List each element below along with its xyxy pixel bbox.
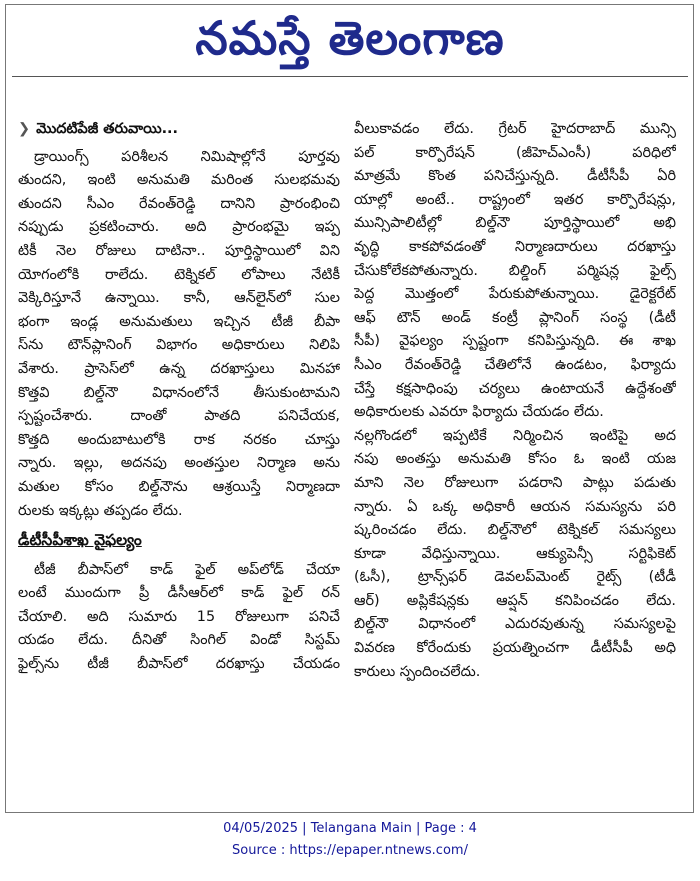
text-line: యోగంలోకి రాలేదు. టెక్నికల్ లోపాలు నేటికీ [18, 266, 340, 283]
text-line: పెద్ద మొత్తంలో పేరుకుపోతున్నాయి. డైరెక్టరేట్ [354, 286, 676, 303]
chevron-right-icon: ❯ [18, 121, 31, 137]
text-line: నప్పుడు ప్రకటించారు. అది ప్రారంభమై ఇప్ప [18, 219, 340, 236]
text-line: వివరణ కోరేందుకు ప్రయత్నించగా డీటీసీపీ అధి [354, 640, 676, 657]
text-line: కొత్తది అందుబాటులోకి రాక నరకం చూస్తు [18, 431, 340, 448]
right-column [354, 118, 676, 684]
text-line: స్‌ను టౌన్‌ప్లానింగ్ విభాగం అధికారులు నిలిపి [18, 337, 340, 354]
text-line: మాత్రమే కొంత పనిచేస్తున్నది. డీటీసీపీ ఏరి [354, 168, 676, 185]
text-line: యడం లేదు. దీనితో సింగిల్ విండో సిస్టమ్ [18, 632, 340, 649]
text-line: స్పష్టంచేశారు. దాంతో పాతది పనిచేయక, [18, 408, 340, 425]
masthead-rule [12, 76, 688, 77]
text-line: తుందని, ఇంటి అనుమతి మరింత సులభమవు [18, 172, 340, 189]
text-line: మాని నెల రోజులుగా పడరాని పాట్లు పడుతు [354, 474, 676, 491]
text-line: ష్కరించడం లేదు. బిల్డ్‌నౌలో టెక్నికల్ సమస్యలు [354, 522, 676, 539]
right-paragraph-1 [354, 118, 676, 425]
text-line: న్నారు. ఏ ఒక్క అధికారీ ఆయన సమస్యను పరి [354, 498, 676, 515]
text-line: ఫైల్స్‌ను టీజీ బీపాస్‌లో దరఖాస్తు చేయడం [18, 656, 340, 673]
text-line: రులకు ఇక్కట్లు తప్పడం లేదు. [18, 502, 183, 519]
text-line: టీజీ బీపాస్‌లో కాడ్ ఫైల్ అప్‌లోడ్ చేయా [34, 561, 340, 578]
text-line: చేసుకోలేకపోతున్నారు. బిల్డింగ్ పర్మిషన్ల ఫైల్స్ [354, 262, 676, 279]
text-line: కొత్తవి బిల్డ్‌నౌ విధానంలోనే తీసుకుంటామని [18, 384, 340, 401]
text-line: మున్సిపాలిటీల్లో బిల్డ్‌నౌ పూర్తిస్థాయిలో అభి [354, 215, 676, 232]
left-paragraph-2 [18, 559, 340, 677]
text-line: మతుల కోసం బిల్డ్‌నౌను ఆశ్రయిస్తే నిర్మాణదా [18, 478, 340, 495]
text-line: కారులు స్పందించలేదు. [354, 663, 481, 680]
text-line: బిల్డ్‌నౌ విధానంలో ఎదురవుతున్న సమస్యలపై [354, 616, 676, 633]
footer-date-line: 04/05/2025 | Telangana Main | Page : 4 [223, 821, 477, 836]
text-line: పల్ కార్పొరేషన్ (జీహెచ్‌ఎంసీ) పరిధిలో [354, 144, 676, 161]
text-line: తుందని సీఎం రేవంత్‌రెడ్డి దానిని ప్రారంభించి [18, 195, 340, 212]
text-line: వేశారు. ప్రాసెస్‌లో ఉన్న దరఖాస్తులు మినహా [18, 360, 340, 377]
text-line: నపు అంతస్తు అనుమతి కోసం ఓ ఇంటి యజ [354, 451, 676, 468]
text-line: నల్లగొండలో ఇప్పటికే నిర్మించిన ఇంటిపై అద [354, 427, 676, 444]
right-paragraph-2 [354, 425, 676, 685]
text-line: చేయాలి. అది సుమారు 15 రోజులుగా పనిచే [18, 608, 340, 625]
text-line: (ఓసీ), ట్రాన్స్‌ఫర్ డెవలప్‌మెంట్ రైట్స్ (టీడీ [354, 569, 676, 586]
text-line: సీపీ) వైఫల్యం స్పష్టంగా కనిపిస్తున్నది. ఈ శాఖ [354, 333, 676, 350]
text-line: న్నారు. ఇల్లు, అదనపు అంతస్తుల నిర్మాణ అను [18, 455, 340, 472]
footer [0, 818, 700, 862]
footer-source-line: Source : https://epaper.ntnews.com/ [232, 843, 468, 858]
text-line: యాల్లో అంటే.. రాష్ట్రంలో ఇతర కార్పొరేషన్లు, [354, 191, 676, 208]
text-line: డ్రాయింగ్స్ పరిశీలన నిమిషాల్లోనే పూర్తవు [34, 148, 340, 165]
text-line: కూడా వేధిస్తున్నాయి. ఆక్యుపెన్సీ సర్టిఫికెట్ [354, 545, 676, 562]
text-line: లంటే ముందుగా ప్రీ డీసీఆర్‌లో కాడ్ ఫైల్ రన్ [18, 585, 340, 602]
masthead-logo: నమస్తే తెలంగాణ [195, 11, 505, 65]
left-paragraph-1 [18, 146, 340, 524]
text-line: భంగా ఇండ్ల అనుమతులు ఇచ్చిన టీజీ బీపా [18, 313, 340, 330]
text-line: అధికారులకు ఎవరూ ఫిర్యాదు చేయడం లేదు. [354, 404, 604, 421]
text-line: ఆఫ్ టౌన్ అండ్ కంట్రీ ప్లానింగ్ సంస్థ (డీటీ [354, 309, 676, 326]
text-line: ఆర్) అప్లికేషన్లకు ఆప్షన్ కనిపించడం లేదు. [354, 592, 676, 609]
text-line: సీఎం రేవంత్‌రెడ్డి చేతిలోనే ఉండటం, ఫిర్యాదు [354, 356, 676, 373]
left-column [18, 118, 340, 677]
subhead: డీటీసీపీశాఖ వైఫల్యం [18, 531, 142, 550]
text-line: టికీ నెల రోజులు దాటినా.. పూర్తిస్థాయిలో విని [18, 242, 340, 259]
text-line: చేస్తే కక్షసాధింపు చర్యలు ఉంటాయనే ఉద్దేశంతో [354, 380, 676, 397]
text-line: వీలుకావడం లేదు. గ్రేటర్ హైదరాబాద్ మున్సి [354, 121, 676, 137]
kicker: ❯ మొదటిపేజీ తరువాయి... [18, 121, 178, 137]
text-line: వెక్కిరిస్తూనే ఉన్నాయి. కానీ, ఆన్‌లైన్‌లో సుల [18, 290, 340, 307]
text-line: వృద్ధి కాకపోవడంతో నిర్మాణదారులు దరఖాస్తు [354, 238, 676, 255]
